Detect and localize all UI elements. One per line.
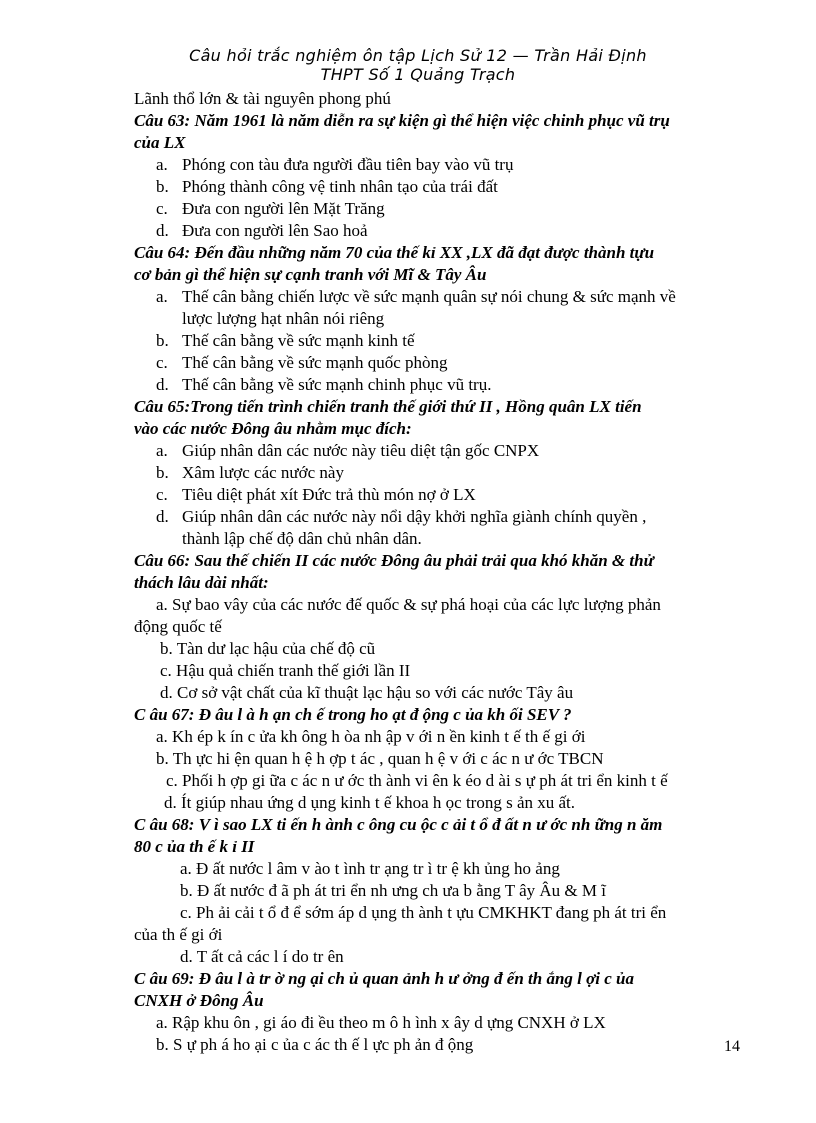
question-line <box>134 396 754 418</box>
line-text: b. Th ực hi ện quan h ệ h ợp t ác , quan h ệ v ới c ác n ư ớc TBCN <box>156 749 604 768</box>
line-text: C âu 69: Đ âu l à tr ờ ng ại ch ủ quan ảnh h ư ởng đ ến th ắng l ợi c ủa <box>134 969 634 988</box>
option-label: b. <box>156 177 169 196</box>
line-text: Đưa con người lên Sao hoả <box>182 221 368 240</box>
line-text: a. Sự bao vây của các nước đế quốc & sự phá hoại của các lực lượng phản <box>156 595 661 614</box>
answer-option <box>134 308 754 330</box>
line-text: Đưa con người lên Mặt Trăng <box>182 199 385 218</box>
option-label: d. <box>156 507 169 526</box>
option-label: c. <box>156 485 168 504</box>
answer-option <box>134 1012 754 1034</box>
line-text: b. S ự ph á ho ại c ủa c ác th ế l ực ph ản đ ộng <box>156 1035 474 1054</box>
question-line <box>134 132 754 154</box>
line-text: Câu 63: Năm 1961 là năm diễn ra sự kiện gì thể hiện việc chinh phục vũ trụ <box>134 111 670 130</box>
line-text: d. Ít giúp nhau ứng d ụng kinh t ế khoa h ọc trong s ản xu ất. <box>164 793 576 812</box>
question-line <box>134 836 754 858</box>
answer-option <box>134 286 754 308</box>
document-body <box>134 88 754 1056</box>
line-text: cơ bản gì thể hiện sự cạnh tranh với Mĩ & Tây Âu <box>134 265 487 284</box>
line-text: c. Ph ải cải t ổ đ ể sớm áp d ụng th ành t ựu CMKHKT đang ph át tri ển <box>180 903 667 922</box>
page-header <box>0 46 816 84</box>
line-text: CNXH ở Đông Âu <box>134 991 264 1010</box>
line-text: Giúp nhân dân các nước này tiêu diệt tận gốc CNPX <box>182 441 540 460</box>
line-text: a. Rập khu ôn , gi áo đi ều theo m ô h ình x ây d ựng CNXH ở LX <box>156 1013 606 1032</box>
answer-option <box>134 352 754 374</box>
answer-option <box>134 726 754 748</box>
answer-option <box>134 858 754 880</box>
option-label: c. <box>156 353 168 372</box>
line-text: lược lượng hạt nhân nói riêng <box>182 309 385 328</box>
line-text: Tiêu diệt phát xít Đức trả thù món nợ ở LX <box>182 485 476 504</box>
line-text: thách lâu dài nhất: <box>134 573 269 592</box>
option-label: d. <box>156 375 169 394</box>
line-text: thành lập chế độ dân chủ nhân dân. <box>182 529 422 548</box>
text-line <box>134 88 754 110</box>
line-text: C âu 68: V ì sao LX ti ến h ành c ông cu ộc c ải t ổ đ ất n ư ớc nh ững n ăm <box>134 815 663 834</box>
answer-option <box>134 946 754 968</box>
answer-option <box>134 594 754 616</box>
question-line <box>134 264 754 286</box>
text-line <box>134 924 754 946</box>
header-school: THPT Số 1 Quảng Trạch <box>320 65 516 84</box>
answer-option <box>134 660 754 682</box>
line-text: d. Cơ sở vật chất của kĩ thuật lạc hậu so với các nước Tây âu <box>160 683 574 702</box>
answer-option <box>134 748 754 770</box>
answer-option <box>134 484 754 506</box>
header-title: Câu hỏi trắc nghiệm ôn tập Lịch Sử 12 — Trần Hải Định <box>189 46 647 65</box>
option-label: b. <box>156 463 169 482</box>
question-line <box>134 572 754 594</box>
question-line <box>134 550 754 572</box>
answer-option <box>134 198 754 220</box>
line-text: d. T ất cả các l í do tr ên <box>180 947 344 966</box>
question-line <box>134 418 754 440</box>
line-text: Thế cân bằng về sức mạnh kinh tế <box>182 331 415 350</box>
answer-option <box>134 682 754 704</box>
answer-option <box>134 1034 754 1056</box>
line-text: Xâm lược các nước này <box>182 463 344 482</box>
question-line <box>134 704 754 726</box>
line-text: Câu 65:Trong tiến trình chiến tranh thế giới thứ II , Hồng quân LX tiến <box>134 397 642 416</box>
page-number: 14 <box>724 1038 740 1055</box>
question-line <box>134 968 754 990</box>
text-line <box>134 616 754 638</box>
line-text: của LX <box>134 133 186 152</box>
line-text: Giúp nhân dân các nước này nổi dậy khởi nghĩa giành chính quyền , <box>182 507 647 526</box>
answer-option <box>134 176 754 198</box>
line-text: Thế cân bằng về sức mạnh quốc phòng <box>182 353 448 372</box>
line-text: Câu 64: Đến đầu những năm 70 của thế kỉ XX ,LX đã đạt được thành tựu <box>134 243 655 262</box>
answer-option <box>134 528 754 550</box>
line-text: a. Đ ất nước l âm v ào t ình tr ạng tr ì tr ệ kh ủng ho ảng <box>180 859 560 878</box>
line-text: Lãnh thổ lớn & tài nguyên phong phú <box>134 89 391 108</box>
line-text: c. Hậu quả chiến tranh thế giới lần II <box>160 661 411 680</box>
option-label: a. <box>156 155 168 174</box>
answer-option <box>134 792 754 814</box>
answer-option <box>134 154 754 176</box>
line-text: a. Kh ép k ín c ửa kh ông h òa nh ập v ới n ền kinh t ế th ế gi ới <box>156 727 586 746</box>
line-text: Phóng con tàu đưa người đầu tiên bay vào vũ trụ <box>182 155 514 174</box>
question-line <box>134 814 754 836</box>
line-text: Phóng thành công vệ tinh nhân tạo của trái đất <box>182 177 498 196</box>
answer-option <box>134 902 754 924</box>
line-text: 80 c ủa th ế k ỉ II <box>134 837 255 856</box>
line-text: b. Đ ất nước đ ã ph át tri ển nh ưng ch ưa b ằng T ây Âu & M ĩ <box>180 881 606 900</box>
line-text: C âu 67: Đ âu l à h ạn ch ế trong ho ạt đ ộng c ủa kh ối SEV ? <box>134 705 572 724</box>
answer-option <box>134 220 754 242</box>
answer-option <box>134 506 754 528</box>
line-text: Câu 66: Sau thế chiến II các nước Đông âu phải trải qua khó khăn & thử <box>134 551 654 570</box>
answer-option <box>134 880 754 902</box>
question-line <box>134 242 754 264</box>
line-text: Thế cân bằng về sức mạnh chinh phục vũ trụ. <box>182 375 492 394</box>
line-text: của th ế gi ới <box>134 925 223 944</box>
answer-option <box>134 638 754 660</box>
line-text: c. Phối h ợp gi ữa c ác n ư ớc th ành vi ên k éo d ài s ự ph át tri ển kinh t ế <box>166 771 668 790</box>
option-label: c. <box>156 199 168 218</box>
option-label: d. <box>156 221 169 240</box>
line-text: b. Tàn dư lạc hậu của chế độ cũ <box>160 639 376 658</box>
option-label: a. <box>156 441 168 460</box>
line-text: vào các nước Đông âu nhằm mục đích: <box>134 419 412 438</box>
question-line <box>134 990 754 1012</box>
option-label: a. <box>156 287 168 306</box>
answer-option <box>134 330 754 352</box>
answer-option <box>134 374 754 396</box>
answer-option <box>134 462 754 484</box>
question-line <box>134 110 754 132</box>
line-text: Thế cân bằng chiến lược về sức mạnh quân sự nói chung & sức mạnh về <box>182 287 676 306</box>
option-label: b. <box>156 331 169 350</box>
answer-option <box>134 770 754 792</box>
line-text: động quốc tế <box>134 617 222 636</box>
answer-option <box>134 440 754 462</box>
